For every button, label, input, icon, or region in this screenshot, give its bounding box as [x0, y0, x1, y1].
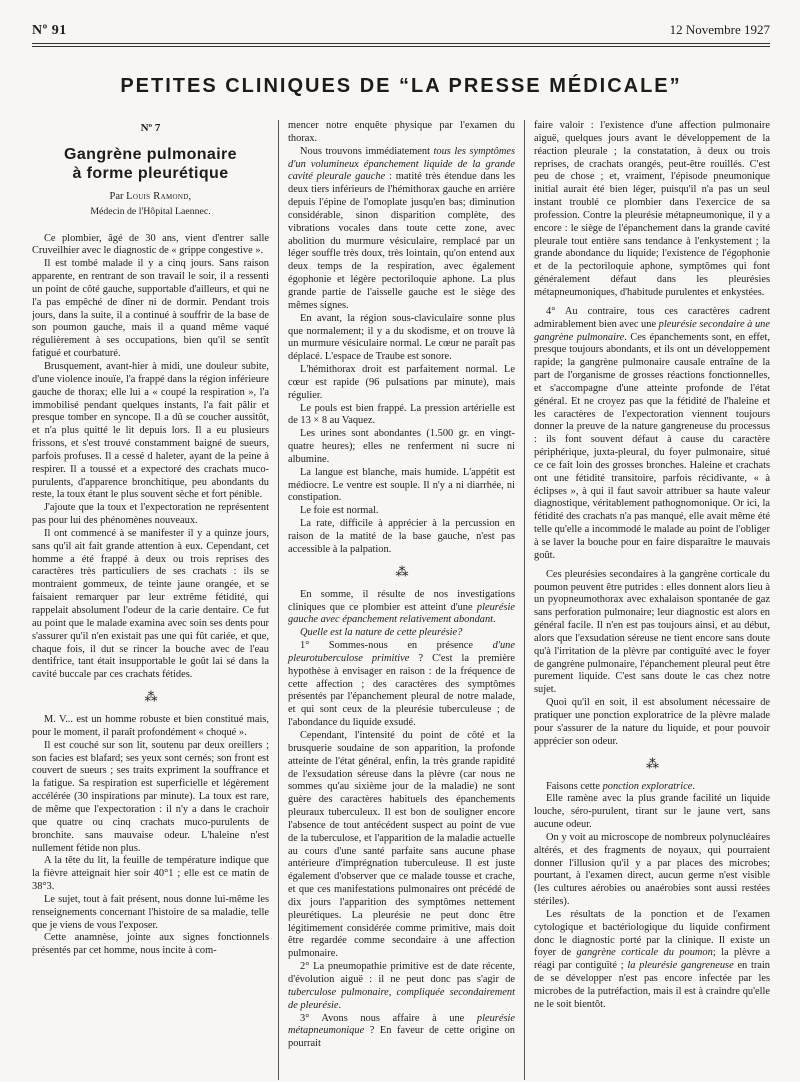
italic-run: d'une pleurotuberculose primitive — [288, 640, 515, 664]
italic-run: Quelle est la nature de cette pleurésie? — [300, 627, 463, 639]
text-run: en train de se développer n'est pas encore infectée par les microbes de la putréfaction, mais il est à craindre qu'elle ne le soit bientôt. — [534, 960, 770, 1010]
byline — [32, 191, 269, 204]
running-head — [32, 22, 770, 38]
section-separator: ⁂ — [144, 689, 157, 705]
text-run: Les résultats de la ponction et de l'examen cytologique et bactériologique du liquide confirment donc le diagnostic porté par la clinique. Il existe un foyer de — [534, 908, 770, 959]
paragraph: Le pouls est bien frappé. La pression artérielle est de 13 × 8 au Vaquez. — [288, 402, 515, 427]
text-run: Faisons cette — [546, 780, 600, 792]
paragraph: Quoi qu'il en soit, il est absolument nécessaire de pratiquer une ponction exploratrice de la plèvre malade pour s'assurer de la nature du liquide, et pour pouvoir apprécier son odeur. — [534, 697, 770, 747]
paragraph — [288, 1013, 515, 1052]
column-2 — [278, 120, 524, 1080]
header-rule-thin — [32, 46, 770, 47]
issue-date: 12 Novembre 1927 — [669, 22, 770, 37]
paragraph: On y voit au microscope de nombreux polynucléaires altérés, et des fragments de noyaux, qui pourraient donner l'illusion qu'il y a par places des microbes; pourtant, à l'examen direct, aucun germe n'est visible (les cultures aérobies ou anaérobies sont aussi restées stériles). — [534, 831, 770, 908]
paragraph: La langue est blanche, mais humide. L'appétit est médiocre. Le ventre est souple. Il n'y a ni diarrhée, ni constipation. — [288, 466, 515, 504]
paragraph: Cette anamnèse, jointe aux signes fonctionnels présentés par cet homme, nous incite à com- — [32, 932, 269, 957]
text-run: 3° Avons nous affaire à une — [300, 1012, 465, 1024]
article-title-line-1: Gangrène pulmonaire — [64, 145, 237, 163]
article-number: Nº 7 — [140, 122, 161, 134]
text-run: ; la plèvre a réagi par contiguïté ; — [534, 947, 770, 972]
text-run: ? En faveur de cette origine on pourrait — [288, 1025, 515, 1050]
paragraph: Cependant, l'intensité du point de côté et la brusquerie soudaine de son apparition, la profonde atteinte de l'état général, enfin, la très grande rapidité de l'exsudation séreuse dans la plèvre (car nous ne sommes qu'au sixième jour de la maladie) ne sont guère des caractères habituels des épanchements pleuraux tuberculeux. Il est bon de souligner encore l'absence de tout antécédent suspect au point de vue de la tuberculose, et l'apparition de la maladie actuelle au cours d'une santé parfaite sans aucune phase antérieure d'imprégnation tuberculeuse. Il est juste également d'observer que ce malade tousse et crache, et que ces manifestations pulmonaires ont précédé de dix jours l'apparition des symptômes nettement pleurétiques. La pleurésie ne peut donc être légitimement considérée comme primitive, mais doit être regardée comme secondaire à une affection pulmonaire. — [288, 729, 515, 960]
paragraph: L'hémithorax droit est parfaitement normal. Le cœur est rapide (96 pulsations par minute), mais régulier. — [288, 364, 515, 401]
paragraph — [534, 306, 770, 563]
italic-run: tous les symptômes d'un volumineux épanchement liquide de la grande cavité pleurale gauche — [288, 145, 516, 183]
paragraph — [288, 640, 515, 730]
paragraph: En avant, la région sous-claviculaire sonne plus que normalement; il y a du skodisme, et on trouve là un murmure vésiculaire normal. Le cœur ne paraît pas déplacé. L'espace de Traube est sonore. — [288, 312, 515, 363]
paragraph: 2° La pneumopathie primitive est de date récente, d'évolution aiguë : il ne peut donc pas s'agir de tuberculose pulmonaire, compliquée secondairement de pleurésie. — [288, 961, 515, 1011]
paragraph: Brusquement, avant-hier à midi, une douleur subite, d'une violence inouïe, l'a frappé dans la région inférieure gauche de thorax; elle lui a « coupé la respiration », l'a immobilisé pendant quelques instants, l'a fait pâlir et presque tomber en syncope. Il a dû se coucher aussitôt, et n'a plus quitté le lit depuis lors. Il a eu plusieurs frissons, et s'est trouvé constamment baigné de sueurs, parfois profuses. Il a cessé d haleter, ayant de la peine à respirer. Il a toussé et a expectoré des crachats muco-purulents, d'apparence bronchitique, peu abondants du reste, la toux étant le plus souvent sèche et fort pénible. — [32, 360, 269, 501]
article-title — [32, 145, 269, 183]
paragraph — [534, 909, 770, 1012]
italic-run: ponction exploratrice — [602, 780, 693, 792]
text-run: . Ces épanchements sont, en effet, presque toujours abondants, et ils ont un développement rapide; la gangrène pulmonaire causale entraîne de la part de l'organisme de grosses réactions fonctionnelles, et s'accompagne d'une atteinte profonde de l'état général. Et ne croyez pas que la fétidité de l'haleine et les caractères de l'expectoration viennent toujours donner la preuve de la nature gangreneuse du processus : ils font souvent défaut à cause du caractère périphérique, juxta-pleural, du foyer pulmonaire, situé ce ce fait loin des grosses bronches. Haleine et crachats ont une fétidité transitoire, parfois récidivante, « à éclipses », à qui il faut savoir attribuer sa haute valeur diagnostique, véritablement pathognomonique. Or ici, la fétidité des crachats n'a pas manqué, elle avait même été telle qu'elle a incommodé le malade au point de l'obliger à se laver la bouche pour en faire disparaître le mauvais goût. — [534, 331, 770, 561]
paragraph: Le sujet, tout à fait présent, nous donne lui-même les renseignements concernant l'histoire de sa maladie, telle que je viens de vous l'exposer. — [32, 893, 269, 931]
text-run: ? C'est la première hypothèse à envisager en raison : de la fréquence de cette affection ; des caractères des symptômes présentés par l'épanchement pleural de notre malade, et qui sont ceux de la pleurésie tuberculeuse ; de l'abondance du liquide exsudé. — [288, 652, 515, 729]
text-run: 2° La pneumopathie primitive est de date récente, d'évolution aiguë : il ne peut donc pas s'agir de — [288, 961, 515, 985]
paragraph: Il ont commencé à se manifester il y a quinze jours, sans qu'il ait fait grande attention à eux. Cependant, cet homme a été frappé à deux ou trois reprises des caractères très particuliers de ses crachats : ils se montraient gommeux, de teinte jaune orangée, et se faisaient remarquer par leur extrême fétidité, qui rappelait absolument l'odeur de la carie dentaire. Ce fut au point que le malade examina avec soin ses dents pour s'assurer qu'il n'en existait pas une qui fût cariée, et que, chaque fois, il dut se rincer la bouche avec de l'eau dentifrice, tant était insupportable le goût lai sé dans la cavité buccale par ces crachats fétides. — [32, 527, 269, 681]
text-run: 1° Sommes-nous en présence — [300, 640, 474, 652]
paragraph — [288, 627, 515, 640]
paragraph: Ce plombier, âgé de 30 ans, vient d'entrer salle Cruveilhier avec le diagnostic de « grippe congestive ». — [32, 232, 269, 257]
italic-run: pleurésie secondaire à une gangrène pulmonaire — [534, 318, 770, 343]
section-separator: ⁂ — [646, 755, 658, 771]
text-run: En somme, il résulte de nos investigations cliniques que ce plombier est atteint d'une — [288, 588, 515, 613]
paragraph: La rate, difficile à apprécier à la percussion en raison de la matité de la base gauche, n'est pas accessible à la palpation. — [288, 518, 515, 555]
paragraph: mencer notre enquête physique par l'examen du thorax. — [288, 120, 515, 144]
paragraph: Elle ramène avec la plus grande facilité un liquide louche, séro-purulent, tirant sur le jaune vert, sans aucune odeur. — [534, 793, 770, 831]
italic-run: tuberculose pulmonaire, compliquée secondairement de pleurésie — [288, 986, 515, 1011]
italic-run: pleurésie métapneumonique — [288, 1012, 515, 1037]
italic-run: pleurésie gauche avec épanchement relativement abondant — [288, 601, 515, 626]
paragraph: A la tête du lit, la feuille de température indique que la fièvre atteignait hier soir 40°1 ; elle est ce matin de 38°3. — [32, 855, 269, 893]
article-title-line-2: à forme pleurétique — [72, 164, 229, 182]
paragraph: Ces pleurésies secondaires à la gangrène corticale du poumon peuvent être putrides : elles donnent alors lieu à un pyopneumothorax avec exhalaison spontanée de gaz sans perforation pulmonaire; leur diagnostic est alors en général facile. Il n'en est pas toujours ainsi, et au début, alors que l'exsudation séreuse ne tient encore sans doute qu'à l'irritation de la plèvre par contiguïté avec le foyer de gangrène pulmonaire, l'épanchement pleural peut être purement liquide. C'est sans doute le cas chez notre sujet. — [534, 568, 770, 696]
author-affiliation: Médecin de l'Hôpital Laennec. — [90, 205, 211, 217]
paragraph: Il est couché sur son lit, soutenu par deux oreillers ; son facies est blafard; ses yeux sont cernés; son front est couvert de sueurs ; ses traits expriment la souffrance et la fatigue. Sa respiration est superficielle et légèrement accélérée (30 inspirations par minute). La toux est rare, de même que l'expectoration : il n'y a dans le crachoir que quatre ou cinq crachats muco-purulents de bronchite. sans mauvaise odeur. L'haleine n'est nullement fétide non plus. — [32, 739, 269, 854]
paragraph — [288, 146, 515, 313]
italic-run: gangrène corticale du poumon — [576, 947, 713, 959]
column-1 — [32, 120, 278, 1080]
issue-number: Nº 91 — [32, 23, 67, 38]
paragraph: Le foie est normal. — [300, 505, 379, 517]
section-title: PETITES CLINIQUES DE “LA PRESSE MÉDICALE” — [120, 75, 682, 97]
author-name: Louis Ramond, — [126, 190, 192, 202]
text-run: Nous trouvons immédiatement — [300, 145, 430, 157]
paragraph: Faisons cette ponction exploratrice. — [546, 780, 695, 792]
paragraph: J'ajoute que la toux et l'expectoration ne représentent pas pour lui des phénomènes nouveaux. — [32, 502, 269, 527]
text-run: : matité très étendue dans les deux tiers inférieurs de l'hémithorax gauche en arrière depuis l'épine de l'omoplate jusqu'en bas; diminution considérable, sinon disparition complète, des vibrations vocales dans toute cette zone, avec abolition du murmure vésiculaire, remplacé par un léger souffle très doux, très lointain, qu'on entend aux deux temps de la respiration, avec également égophonie et légère pectoriloquie aphone. La plus grande partie de l'aisselle gauche est le siège des mêmes signes. — [288, 171, 515, 311]
header-rule — [32, 43, 770, 44]
article-columns — [32, 120, 770, 1080]
text-run: 4° Au contraire, tous ces caractères cadrent admirablement bien avec une — [534, 305, 770, 330]
section-separator: ⁂ — [395, 563, 408, 579]
paragraph: M. V... est un homme robuste et bien constitué mais, pour le moment, il paraît profondément « choqué ». — [32, 714, 269, 738]
column-3 — [524, 120, 770, 1080]
byline-prefix: Par — [109, 190, 124, 202]
paragraph: Les urines sont abondantes (1.500 gr. en vingt-quatre heures); elles ne renferment ni sucre ni albumine. — [288, 428, 515, 465]
italic-run: la pleurésie gangreneuse — [627, 960, 734, 972]
paragraph: Il est tombé malade il y a cinq jours. Sans raison apparente, en rentrant de son travail le soir, il a ressenti un point de côté gauche, supportable d'ailleurs, et qui ne l'a pas empêché de dîner ni de dormir. Pendant trois jours, dans la suite, il a continué à souffrir de la base de son poumon gauche, mais il a quand même vaqué régulièrement à ses occupations, bien qu'il se sentît fatigué et courbaturé. — [32, 258, 269, 360]
paragraph: En somme, il résulte de nos investigations cliniques que ce plombier est atteint d'une pleurésie gauche avec épanchement relativement abondant. — [288, 588, 515, 626]
paragraph: faire valoir : l'existence d'une affection pulmonaire aiguë, quelques jours avant le développement de la réaction pleurale ; la constatation, à deux ou trois reprises, de crachats orangés, peut-être rouillés. C'est peu de chose ; et, vraiment, l'épisode pneumonique initial aurait été bien léger, puisqu'il n'a pas un seul instant troublé ce plombier dans l'exercice de sa profession. Contre la pleurésie métapneumonique, il y a encore : le siège de l'épanchement dans la grande cavité pleurale tout entière sans tendance à l'enkystement ; la grande abondance du liquide; l'existence de l'égophonie et de la pectoriloquie aphone, symptômes qui font généralement défaut dans les pleurésies métapneumoniques, d'habitude purulentes et enkystées. — [534, 120, 770, 298]
